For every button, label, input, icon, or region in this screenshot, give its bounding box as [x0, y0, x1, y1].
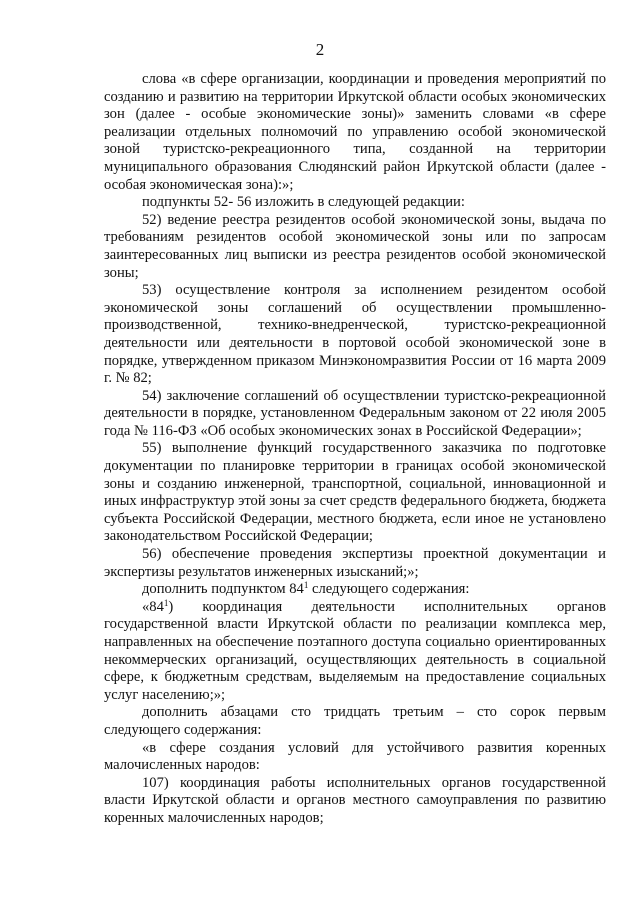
item-84-1-number: «84 [142, 598, 164, 615]
superscript-one: 1 [163, 597, 169, 608]
paragraph-item-53: 53) осуществление контроля за исполнением резидентом особой экономической зоны соглашений об осуществлении промышленно-производственной, технико-внедренческой, туристско-рекреационной деятельности или деятельности в портовой особой экономической зоне в порядке, утвержденном приказом Минэкономразвития России от 16 марта 2009 г. № 82; [104, 282, 606, 387]
paragraph-add-abzats: дополнить абзацами сто тридцать третьим – сто сорок первым следующего содержания: [104, 704, 606, 738]
document-body [104, 71, 606, 828]
paragraph-item-56: 56) обеспечение проведения экспертизы проектной документации и экспертизы результатов инженерных изысканий;»; [104, 546, 606, 580]
paragraph-subitems-intro: подпункты 52- 56 изложить в следующей редакции: [142, 194, 465, 211]
item-84-1-text: ) координация деятельности исполнительных органов государственной власти Иркутской области по реализации комплекса мер, направленных на обеспечение поэтапного доступа социально ориентированных некоммерческих организаций, осуществляющих деятельность в социальной сфере, к бюджетным средствам, выделяемым на предоставление социальных услуг населению;»; [104, 598, 606, 703]
paragraph-replace-words: слова «в сфере организации, координации и проведения мероприятий по созданию и развитию на территории Иркутской области особых экономических зон (далее - особые экономические зоны)» заменить словами «в сфере реализации отдельных полномочий по управлению особой экономической зоной туристско-рекреационного типа, созданной на территории муниципального образования Слюдянский район Иркутской области (далее - особая экономическая зона):»; [104, 71, 606, 193]
superscript-one: 1 [303, 580, 309, 591]
paragraph-item-107: 107) координация работы исполнительных органов государственной власти Иркутской области и органов местного самоуправления по развитию коренных малочисленных народов; [104, 774, 606, 826]
paragraph-item-54: 54) заключение соглашений об осуществлении туристско-рекреационной деятельности в порядке, установленном Федеральным законом от 22 июля 2005 года № 116-ФЗ «Об особых экономических зонах в Российской Федерации»; [104, 387, 606, 439]
paragraph-item-84-1 [104, 599, 606, 705]
paragraph-add-subitem-84-1 [104, 581, 606, 599]
paragraph-item-52: 52) ведение реестра резидентов особой экономической зоны, выдача по требованиям резидентов особой экономической зоны или по запросам заинтересованных лиц выписки из реестра резидентов особой экономической зоны; [104, 211, 606, 281]
page-number: 2 [315, 40, 325, 59]
add-subitem-text-start: дополнить подпунктом 84 [142, 581, 304, 598]
paragraph-section-heading: «в сфере создания условий для устойчивого развития коренных малочисленных народов: [104, 739, 606, 774]
paragraph-item-55: 55) выполнение функций государственного заказчика по подготовке документации по планировке территории в границах особой экономической зоны и созданию инженерной, транспортной, социальной, инновационной и иных инфраструктур этой зоны за счет средств федерального бюджета, бюджета субъекта Российской Федерации, местного бюджета, если иное не установлено законодательством Российской Федерации; [104, 440, 606, 545]
add-subitem-text-end: следующего содержания: [308, 581, 470, 598]
